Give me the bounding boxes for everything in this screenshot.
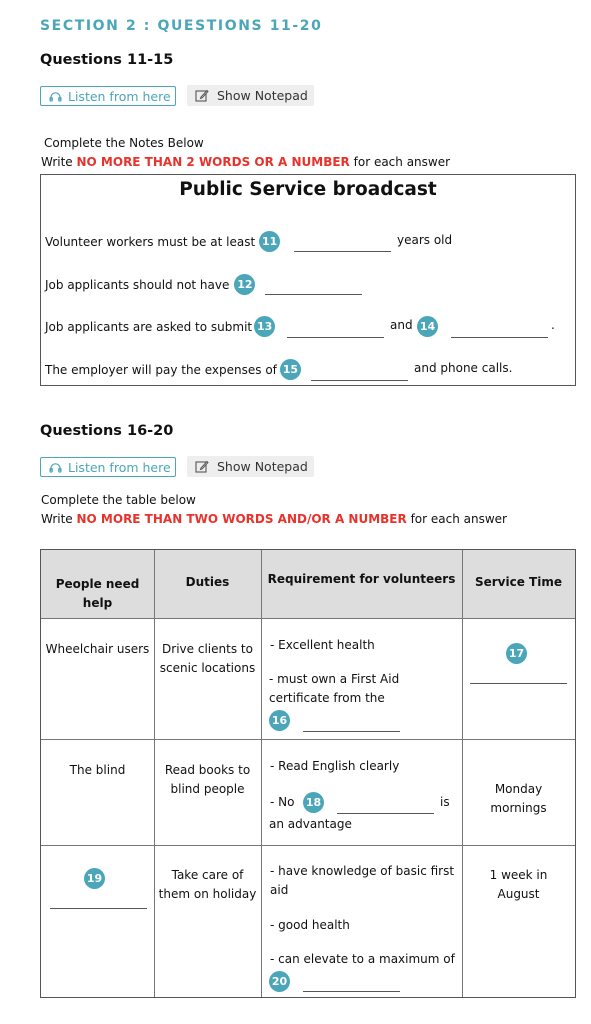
question-number-badge: 17 xyxy=(506,643,527,664)
questions-11-15-title: Questions 11-15 xyxy=(40,52,174,68)
question-number-badge: 13 xyxy=(254,316,275,337)
answer-blank-17[interactable] xyxy=(470,683,567,684)
question-number-badge: 14 xyxy=(417,316,438,337)
questions-table xyxy=(40,549,576,998)
question-number-badge: 18 xyxy=(303,792,324,813)
row1-people: Wheelchair users xyxy=(45,642,150,656)
row1-req2: - must own a First Aid certificate from the xyxy=(269,672,400,705)
row1-duties: Drive clients to scenic locations xyxy=(159,642,256,675)
word-limit-highlight: NO MORE THAN TWO WORDS AND/OR A NUMBER xyxy=(76,512,407,526)
instruction-word-limit: Write NO MORE THAN 2 WORDS OR A NUMBER for each answer xyxy=(41,155,451,169)
header-requirements: Requirement for volunteers xyxy=(267,572,456,586)
question-number-badge: 20 xyxy=(269,971,290,992)
answer-blank-19[interactable] xyxy=(50,908,147,909)
instruction-word-limit: Write NO MORE THAN TWO WORDS AND/OR A NUMBER for each answer xyxy=(41,512,507,526)
answer-blank-15[interactable] xyxy=(311,380,408,381)
row2-req2-pre: - No xyxy=(270,795,295,809)
show-notepad-button[interactable] xyxy=(187,456,314,477)
section-title: SECTION 2 : QUESTIONS 11-20 xyxy=(40,18,323,34)
instruction-complete-table: Complete the table below xyxy=(41,493,196,507)
row3-req2: - good health xyxy=(270,918,350,932)
question-number-badge: 11 xyxy=(259,231,280,252)
header-people: People need help xyxy=(55,577,140,610)
note-period: . xyxy=(551,318,555,332)
note-suffix-11: years old xyxy=(397,233,453,247)
row2-time: Monday mornings xyxy=(490,782,547,815)
row2-req1: - Read English clearly xyxy=(270,759,400,773)
note-mid-and: and xyxy=(390,318,413,332)
note-line-11: Volunteer workers must be at least 11 xyxy=(45,231,280,252)
answer-blank-18[interactable] xyxy=(337,813,434,814)
note-suffix-15: and phone calls. xyxy=(414,361,513,375)
headphones-icon xyxy=(49,91,62,102)
question-number-badge: 16 xyxy=(269,710,290,731)
note-line-13: Job applicants are asked to submit 13 xyxy=(45,316,275,337)
questions-16-20-title: Questions 16-20 xyxy=(40,423,174,439)
row3-req1: - have knowledge of basic first aid xyxy=(270,864,455,897)
answer-blank-12[interactable] xyxy=(265,294,362,295)
row3-req3: - can elevate to a maximum of xyxy=(270,952,455,966)
note-line-12: Job applicants should not have 12 xyxy=(45,274,255,295)
question-number-badge: 12 xyxy=(234,274,255,295)
notes-heading: Public Service broadcast xyxy=(179,179,437,200)
word-limit-highlight: NO MORE THAN 2 WORDS OR A NUMBER xyxy=(76,155,350,169)
row2-req2-post: is xyxy=(440,795,450,809)
row1-req1: - Excellent health xyxy=(270,638,375,652)
answer-blank-14[interactable] xyxy=(451,337,548,338)
answer-blank-16[interactable] xyxy=(303,731,400,732)
listen-from-here-button[interactable] xyxy=(40,457,176,477)
row2-req2-tail: an advantage xyxy=(269,817,352,831)
instruction-complete-notes: Complete the Notes Below xyxy=(44,136,204,150)
show-notepad-button[interactable] xyxy=(187,85,314,106)
listen-label: Listen from here xyxy=(68,88,171,104)
row3-duties: Take care of them on holiday xyxy=(158,868,257,901)
question-number-badge: 15 xyxy=(280,359,301,380)
notes-box xyxy=(40,174,576,386)
header-service-time: Service Time xyxy=(474,575,562,589)
row2-duties: Read books to blind people xyxy=(164,763,251,796)
headphones-icon xyxy=(49,462,62,473)
notepad-edit-icon xyxy=(195,460,209,473)
notepad-label: Show Notepad xyxy=(217,88,308,103)
header-duties: Duties xyxy=(185,575,230,589)
answer-blank-11[interactable] xyxy=(294,251,391,252)
answer-blank-13[interactable] xyxy=(287,337,384,338)
row2-people: The blind xyxy=(69,763,126,777)
listen-from-here-button[interactable] xyxy=(40,86,176,106)
row3-time: 1 week in August xyxy=(489,868,548,901)
notepad-edit-icon xyxy=(195,89,209,102)
answer-blank-20[interactable] xyxy=(303,991,400,992)
question-number-badge: 19 xyxy=(84,868,105,889)
notepad-label: Show Notepad xyxy=(217,459,308,474)
note-line-15: The employer will pay the expenses of 15 xyxy=(45,359,301,380)
listen-label: Listen from here xyxy=(68,459,171,475)
